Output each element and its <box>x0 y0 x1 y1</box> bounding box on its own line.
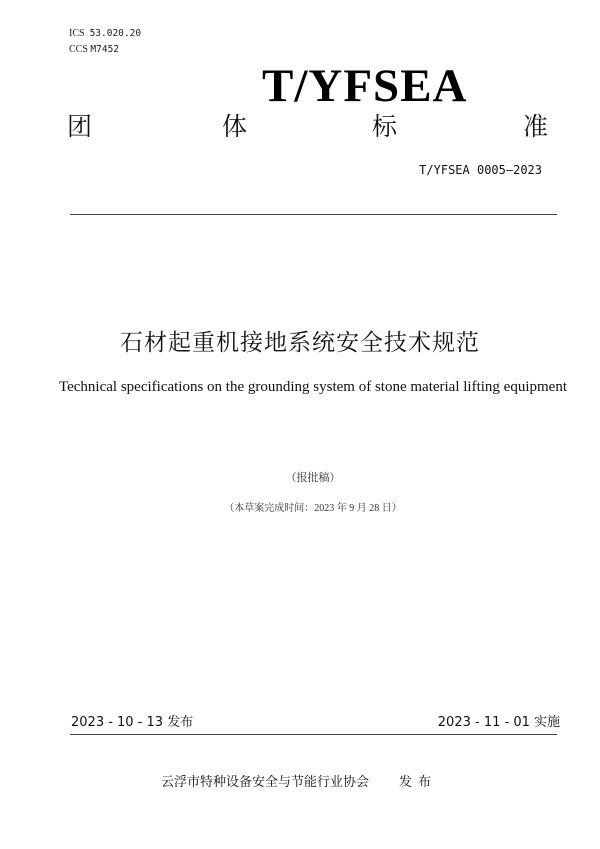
ccs-value: M7452 <box>90 44 120 55</box>
document-title-english: Technical specifications on the grounding system of stone material lifting equipment <box>59 379 567 395</box>
publisher-name: 云浮市特种设备安全与节能行业协会 <box>161 775 370 790</box>
standard-number: T/YFSEA 0005—2023 <box>419 163 542 177</box>
standard-type-char: 团 <box>67 112 93 141</box>
publisher-line <box>161 774 437 792</box>
header-divider <box>70 214 557 215</box>
ccs-code <box>69 44 119 56</box>
footer-divider <box>70 734 557 735</box>
standard-type-char: 体 <box>222 112 248 141</box>
standard-type-char: 准 <box>523 112 549 141</box>
ics-label: ICS <box>69 28 85 39</box>
publish-date: 2023 - 10 - 13 发布 <box>71 715 194 730</box>
draft-completion-date: （本草案完成时间：2023 年 9 月 28 日） <box>224 503 402 514</box>
document-title-chinese: 石材起重机接地系统安全技术规范 <box>120 330 480 356</box>
draft-status: （报批稿） <box>285 472 341 484</box>
standard-type-char: 标 <box>372 112 398 141</box>
ccs-label: CCS <box>69 44 88 55</box>
ics-code <box>69 28 141 40</box>
ics-value: 53.020.20 <box>89 28 142 39</box>
publisher-action: 发布 <box>399 775 438 790</box>
effective-date: 2023 - 11 - 01 实施 <box>437 715 560 730</box>
association-brand: T/YFSEA <box>262 60 468 112</box>
